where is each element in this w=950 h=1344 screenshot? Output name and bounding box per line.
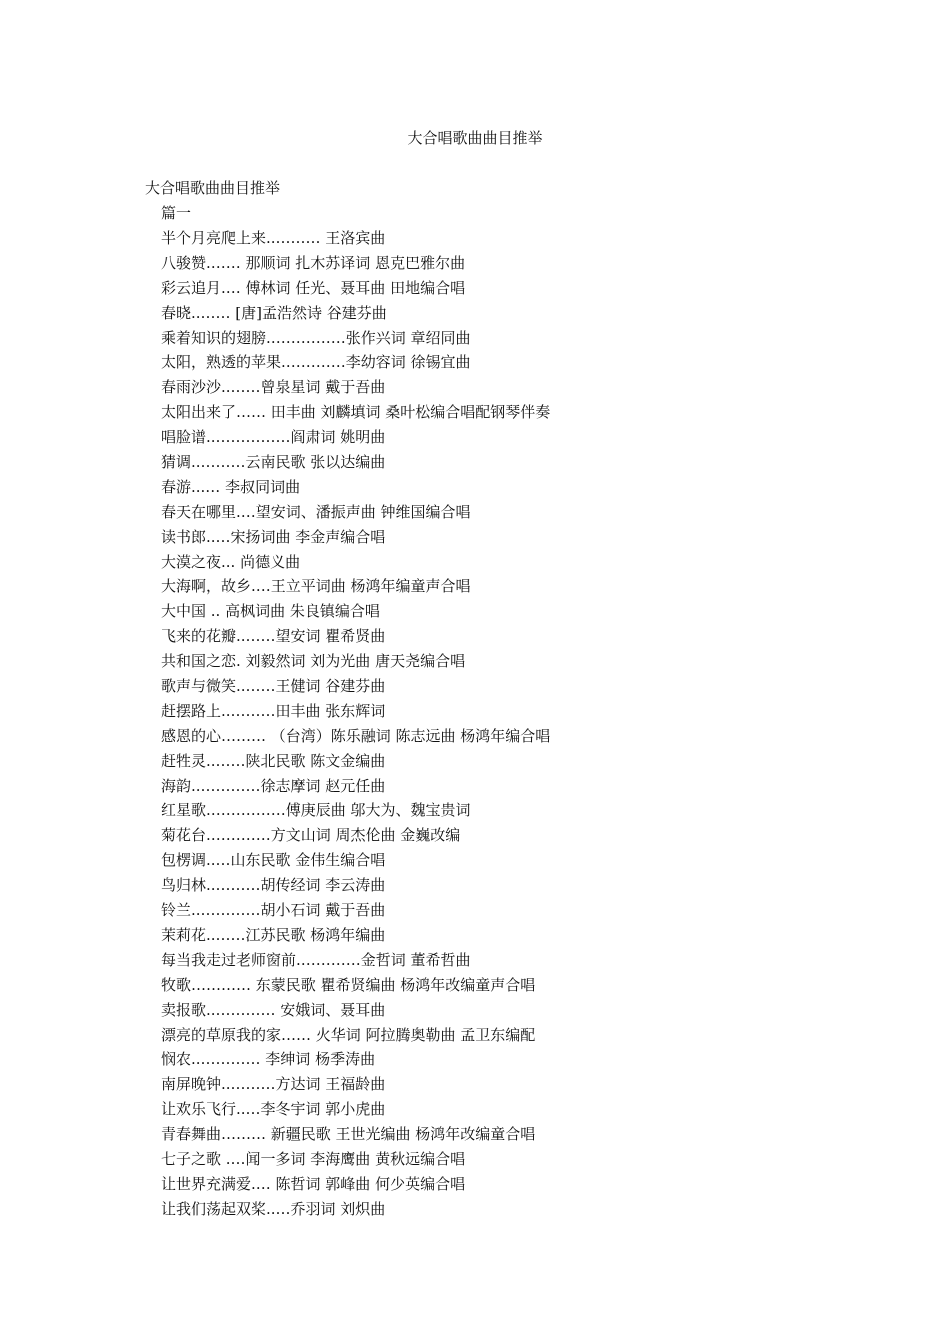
- list-item: 唱脸谱..……………阎肃词 姚明曲: [161, 428, 386, 447]
- list-item: 大中国 .. 高枫词曲 朱良镇编合唱: [161, 602, 380, 621]
- list-item: 春晓..…… [唐]孟浩然诗 谷建芬曲: [161, 303, 387, 322]
- list-item: 歌声与微笑..……王健词 谷建芬曲: [161, 677, 386, 696]
- document-heading: 大合唱歌曲曲目推举: [145, 179, 281, 197]
- list-item: 包楞调..…山东民歌 金伟生编合唱: [161, 851, 386, 870]
- list-item: 青春舞曲……… 新疆民歌 王世光编曲 杨鸿年改编童合唱: [161, 1125, 536, 1144]
- list-item: 春游...… 李叔同词曲: [161, 477, 301, 496]
- list-item: 红星歌.……………傅庚辰曲 邬大为、魏宝贵词: [161, 801, 471, 820]
- song-list: [161, 227, 550, 1223]
- list-item: 半个月亮爬上来..……… 王洛宾曲: [161, 229, 386, 247]
- list-item: 猜调..………云南民歌 张以达编曲: [161, 453, 386, 472]
- list-item: 大漠之夜... 尚德义曲: [161, 552, 301, 571]
- list-item: 让欢乐飞行..…李冬宇词 郭小虎曲: [161, 1100, 386, 1119]
- list-item: 大海啊，故乡.…王立平词曲 杨鸿年编童声合唱: [161, 577, 471, 596]
- list-item: 七子之歌 .…闻一多词 李海鹰曲 黄秋远编合唱: [161, 1149, 466, 1168]
- list-item: 共和国之恋. 刘毅然词 刘为光曲 唐天尧编合唱: [161, 652, 466, 671]
- list-item: 春雨沙沙..……曾泉星词 戴于吾曲: [161, 378, 386, 397]
- list-item: 彩云追月.… 傅林词 任光、聂耳曲 田地编合唱: [161, 278, 466, 297]
- list-item: 鸟归林..………胡传经词 李云涛曲: [161, 876, 386, 895]
- page-title: 大合唱歌曲曲目推举: [407, 129, 543, 147]
- list-item: 每当我走过老师窗前.…………金哲词 董希哲曲: [161, 950, 471, 969]
- list-item: 茉莉花..……江苏民歌 杨鸿年编曲: [161, 925, 386, 944]
- list-item: 南屏晚钟..………方达词 王福龄曲: [161, 1075, 386, 1094]
- list-item: 读书郎..…宋扬词曲 李金声编合唱: [161, 527, 386, 546]
- list-item: 太阳，熟透的苹果.…………李幼容词 徐锡宜曲: [161, 353, 471, 372]
- list-item: 铃兰..…………胡小石词 戴于吾曲: [161, 901, 386, 920]
- list-item: 飞来的花瓣..……望安词 瞿希贤曲: [161, 627, 386, 646]
- section-label: 篇一: [161, 204, 192, 222]
- list-item: 八骏赞.…… 那顺词 扎木苏译词 恩克巴雅尔曲: [161, 253, 466, 272]
- list-item: 牧歌………… 东蒙民歌 瞿希贤编曲 杨鸿年改编童声合唱: [161, 975, 536, 994]
- list-item: 漂亮的草原我的家…… 火华词 阿拉腾奥勒曲 孟卫东编配: [161, 1025, 536, 1044]
- list-item: 让世界充满爱.… 陈哲词 郭峰曲 何少英编合唱: [161, 1174, 466, 1193]
- list-item: 赶牲灵..……陕北民歌 陈文金编曲: [161, 751, 386, 770]
- list-item: 让我们荡起双桨..…乔羽词 刘炽曲: [161, 1199, 386, 1218]
- list-item: 海韵..…………徐志摩词 赵元任曲: [161, 776, 386, 795]
- list-item: 赶摆路上..………田丰曲 张东辉词: [161, 701, 386, 720]
- list-item: 乘着知识的翅膀.……………张作兴词 章绍同曲: [161, 328, 471, 347]
- list-item: 春天在哪里.…望安词、潘振声曲 钟维国编合唱: [161, 502, 471, 521]
- list-item: 悯农..………… 李绅词 杨季涛曲: [161, 1050, 376, 1069]
- list-item: 感恩的心……… （台湾）陈乐融词 陈志远曲 杨鸿年编合唱: [161, 726, 551, 745]
- list-item: 菊花台.…………方文山词 周杰伦曲 金巍改编: [161, 826, 461, 845]
- list-item: 卖报歌..………… 安娥词、聂耳曲: [161, 1000, 386, 1019]
- list-item: 太阳出来了…… 田丰曲 刘麟填词 桑叶松编合唱配钢琴伴奏: [161, 403, 551, 422]
